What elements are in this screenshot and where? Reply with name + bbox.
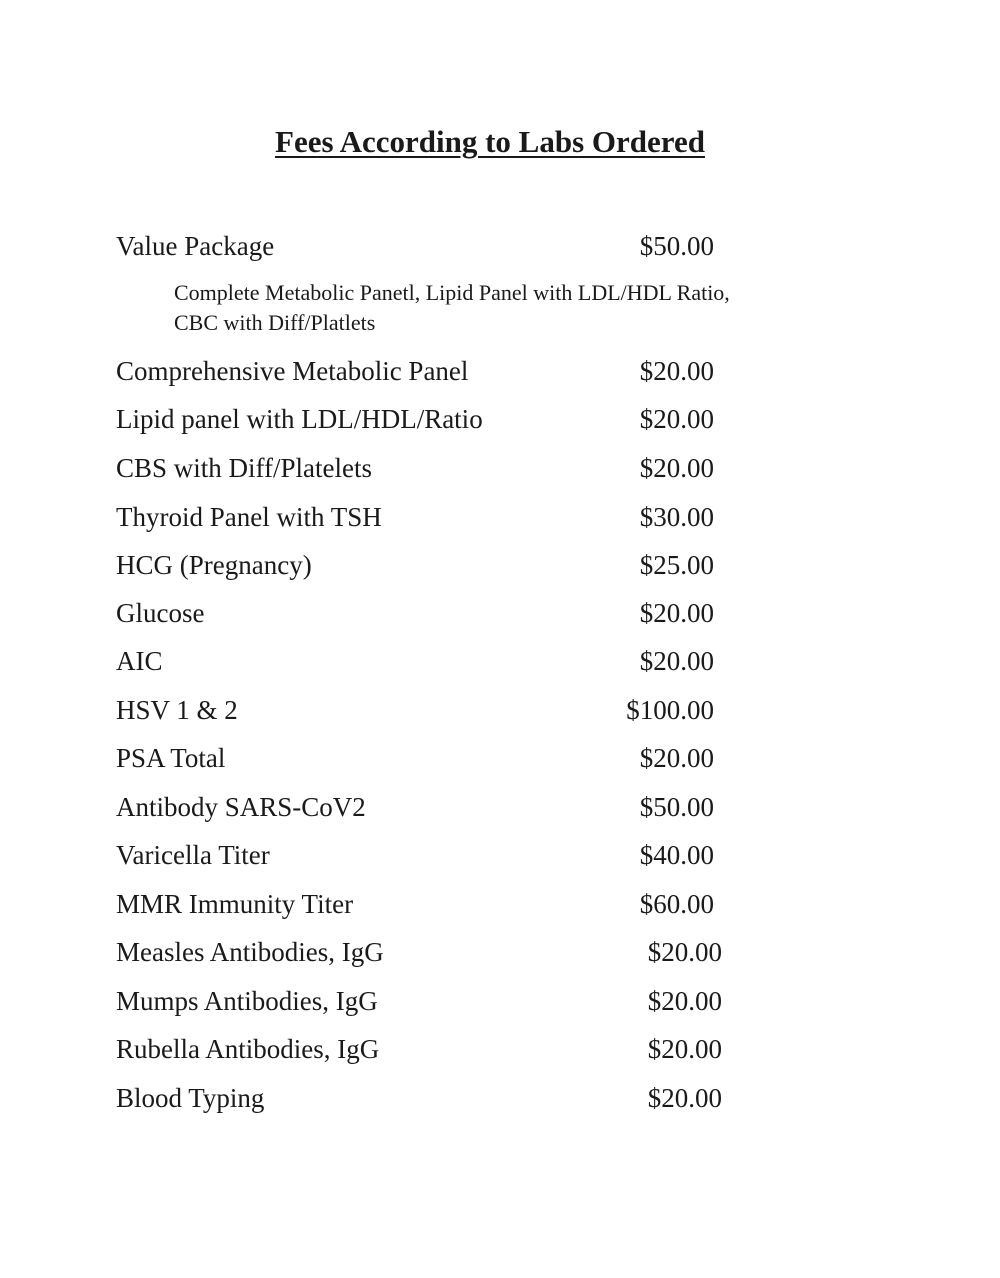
fee-price: $20.00 xyxy=(639,404,714,434)
fee-row xyxy=(0,450,1000,486)
fee-price: $40.00 xyxy=(639,840,714,870)
fee-price: $20.00 xyxy=(639,598,714,628)
fee-name: Measles Antibodies, IgG xyxy=(116,937,384,967)
fee-name: HSV 1 & 2 xyxy=(116,695,238,725)
fee-price: $20.00 xyxy=(639,453,714,483)
fee-price: $20.00 xyxy=(639,356,714,386)
fee-name: HCG (Pregnancy) xyxy=(116,550,312,580)
fee-row xyxy=(0,692,1000,728)
fee-row xyxy=(0,595,1000,631)
fee-price: $20.00 xyxy=(639,646,714,676)
fee-price: $20.00 xyxy=(647,1083,722,1113)
fee-row xyxy=(0,1080,1000,1116)
fee-name: Blood Typing xyxy=(116,1083,265,1113)
fee-name: MMR Immunity Titer xyxy=(116,889,354,919)
fee-row xyxy=(0,1031,1000,1067)
fee-name: Varicella Titer xyxy=(116,840,270,870)
value-package-details xyxy=(174,278,874,338)
fee-row xyxy=(0,934,1000,970)
fee-name: Antibody SARS-CoV2 xyxy=(116,792,366,822)
fee-price: $30.00 xyxy=(639,502,714,532)
fee-price: $50.00 xyxy=(639,792,714,822)
value-package-detail-line: Complete Metabolic Panetl, Lipid Panel with LDL/HDL Ratio, xyxy=(174,280,730,305)
fee-price: $60.00 xyxy=(639,889,714,919)
fee-price: $20.00 xyxy=(639,743,714,773)
page-title: Fees According to Labs Ordered xyxy=(275,124,705,159)
fee-row xyxy=(0,740,1000,776)
fee-name: Rubella Antibodies, IgG xyxy=(116,1034,380,1064)
fee-name: Comprehensive Metabolic Panel xyxy=(116,356,469,386)
fee-name: Value Package xyxy=(116,231,275,261)
fee-name: Thyroid Panel with TSH xyxy=(116,502,382,532)
fee-row xyxy=(0,499,1000,535)
fee-row xyxy=(0,643,1000,679)
fee-name: Mumps Antibodies, IgG xyxy=(116,986,378,1016)
value-package-detail-line: CBC with Diff/Platlets xyxy=(174,310,376,335)
fee-row-value-package xyxy=(0,228,1000,264)
fee-name: AIC xyxy=(116,646,163,676)
fee-price: $20.00 xyxy=(647,1034,722,1064)
fee-price: $50.00 xyxy=(639,231,714,261)
fee-row xyxy=(0,886,1000,922)
fee-price: $100.00 xyxy=(626,695,714,725)
fee-price: $20.00 xyxy=(647,986,722,1016)
fee-row xyxy=(0,547,1000,583)
fee-row xyxy=(0,353,1000,389)
fee-row xyxy=(0,789,1000,825)
fee-name: CBS with Diff/Platelets xyxy=(116,453,373,483)
fee-name: Lipid panel with LDL/HDL/Ratio xyxy=(116,404,483,434)
fee-name: Glucose xyxy=(116,598,205,628)
fee-row xyxy=(0,983,1000,1019)
fee-price: $20.00 xyxy=(647,937,722,967)
fee-price: $25.00 xyxy=(639,550,714,580)
fee-name: PSA Total xyxy=(116,743,226,773)
fee-row xyxy=(0,837,1000,873)
fee-row xyxy=(0,401,1000,437)
